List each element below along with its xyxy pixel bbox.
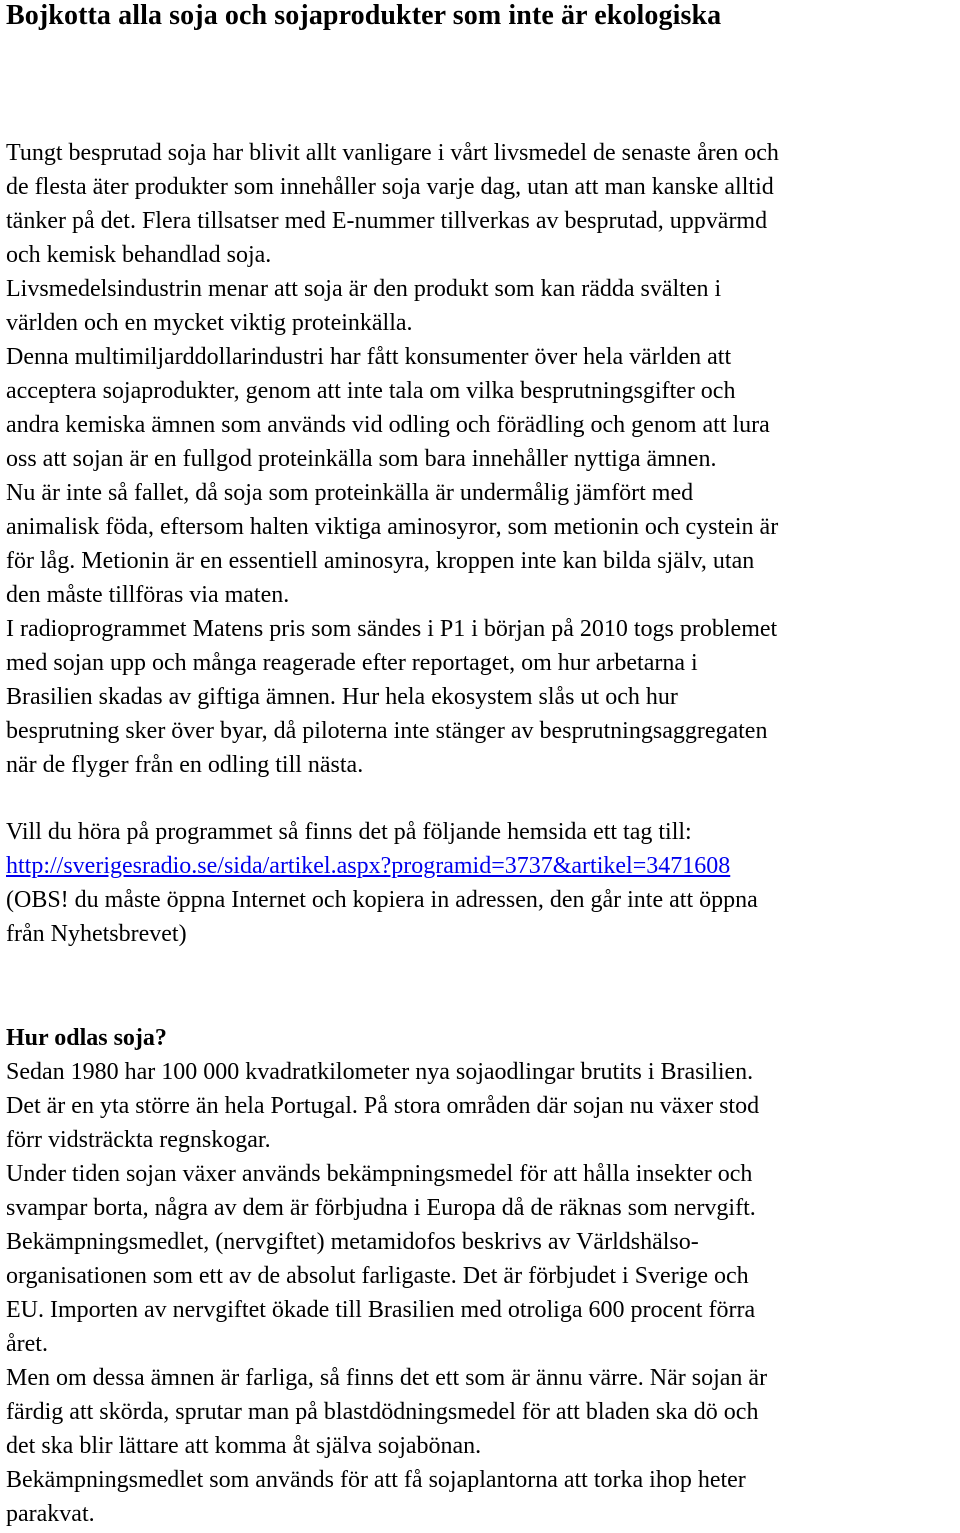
paragraph-line: Brasilien skadas av giftiga ämnen. Hur hela ekosystem slås ut och hur bbox=[6, 684, 678, 710]
note-line: från Nyhetsbrevet) bbox=[6, 921, 187, 947]
paragraph-line: året. bbox=[6, 1331, 48, 1357]
paragraph-line: Denna multimiljarddollarindustri har fått konsumenter över hela världen att bbox=[6, 344, 732, 370]
paragraph-line: när de flyger från en odling till nästa. bbox=[6, 752, 364, 778]
paragraph-line: Livsmedelsindustrin menar att soja är den produkt som kan rädda svälten i bbox=[6, 276, 722, 302]
paragraph-line: Men om dessa ämnen är farliga, så finns det ett som är ännu värre. När sojan är bbox=[6, 1365, 768, 1391]
document-page bbox=[6, 0, 956, 1527]
paragraph-line: Det är en yta större än hela Portugal. På stora områden där sojan nu växer stod bbox=[6, 1093, 760, 1119]
cultivation-section bbox=[6, 1021, 960, 1531]
paragraph-line: och kemisk behandlad soja. bbox=[6, 242, 272, 268]
paragraph-line: organisationen som ett av de absolut farligaste. Det är förbjudet i Sverige och bbox=[6, 1263, 749, 1289]
paragraph-line: Sedan 1980 har 100 000 kvadratkilometer nya sojaodlingar brutits i Brasilien. bbox=[6, 1059, 754, 1085]
program-intro: Vill du höra på programmet så finns det på följande hemsida ett tag till: bbox=[6, 819, 692, 845]
paragraph-line: den måste tillföras via maten. bbox=[6, 582, 290, 608]
paragraph-line: det ska blir lättare att komma åt själva sojabönan. bbox=[6, 1433, 482, 1459]
paragraph-line: med sojan upp och många reagerade efter reportaget, om hur arbetarna i bbox=[6, 650, 698, 676]
paragraph-line: världen och en mycket viktig proteinkälla. bbox=[6, 310, 413, 336]
program-link[interactable]: http://sverigesradio.se/sida/artikel.aspx?programid=3737&artikel=3471608 bbox=[6, 853, 731, 879]
paragraph-line: för låg. Metionin är en essentiell aminosyra, kroppen inte kan bilda själv, utan bbox=[6, 548, 755, 574]
paragraph-line: Nu är inte så fallet, då soja som proteinkälla är undermålig jämfört med bbox=[6, 480, 694, 506]
paragraph-line: förr vidsträckta regnskogar. bbox=[6, 1127, 271, 1153]
paragraph-line: Bekämpningsmedlet, (nervgiftet) metamidofos beskrivs av Världshälso- bbox=[6, 1229, 699, 1255]
paragraph-line: EU. Importen av nervgiftet ökade till Brasilien med otroliga 600 procent förra bbox=[6, 1297, 756, 1323]
paragraph-line: andra kemiska ämnen som används vid odling och förädling och genom att lura bbox=[6, 412, 770, 438]
intro-section bbox=[6, 136, 960, 782]
paragraph-line: I radioprogrammet Matens pris som sändes i P1 i början på 2010 togs problemet bbox=[6, 616, 778, 642]
paragraph-line: oss att sojan är en fullgod proteinkälla som bara innehåller nyttiga ämnen. bbox=[6, 446, 717, 472]
radio-program-section bbox=[6, 815, 960, 951]
paragraph-line: parakvat. bbox=[6, 1501, 95, 1527]
paragraph-line: de flesta äter produkter som innehåller soja varje dag, utan att man kanske alltid bbox=[6, 174, 774, 200]
paragraph-line: Bekämpningsmedlet som används för att få sojaplantorna att torka ihop heter bbox=[6, 1467, 746, 1493]
paragraph-line: Under tiden sojan växer används bekämpningsmedel för att hålla insekter och bbox=[6, 1161, 753, 1187]
section-heading: Hur odlas soja? bbox=[6, 1025, 167, 1051]
paragraph-line: färdig att skörda, sprutar man på blastdödningsmedel för att bladen ska dö och bbox=[6, 1399, 759, 1425]
paragraph-line: tänker på det. Flera tillsatser med E-nummer tillverkas av besprutad, uppvärmd bbox=[6, 208, 768, 234]
paragraph-line: acceptera sojaprodukter, genom att inte tala om vilka besprutningsgifter och bbox=[6, 378, 736, 404]
document-title: Bojkotta alla soja och sojaprodukter som inte är ekologiska bbox=[6, 0, 722, 31]
paragraph-line: Tungt besprutad soja har blivit allt vanligare i vårt livsmedel de senaste åren och bbox=[6, 140, 779, 166]
note-line: (OBS! du måste öppna Internet och kopiera in adressen, den går inte att öppna bbox=[6, 887, 758, 913]
paragraph-line: svampar borta, några av dem är förbjudna i Europa då de räknas som nervgift. bbox=[6, 1195, 756, 1221]
paragraph-line: besprutning sker över byar, då piloterna inte stänger av besprutningsaggregaten bbox=[6, 718, 768, 744]
paragraph-line: animalisk föda, eftersom halten viktiga aminosyror, som metionin och cystein är bbox=[6, 514, 779, 540]
